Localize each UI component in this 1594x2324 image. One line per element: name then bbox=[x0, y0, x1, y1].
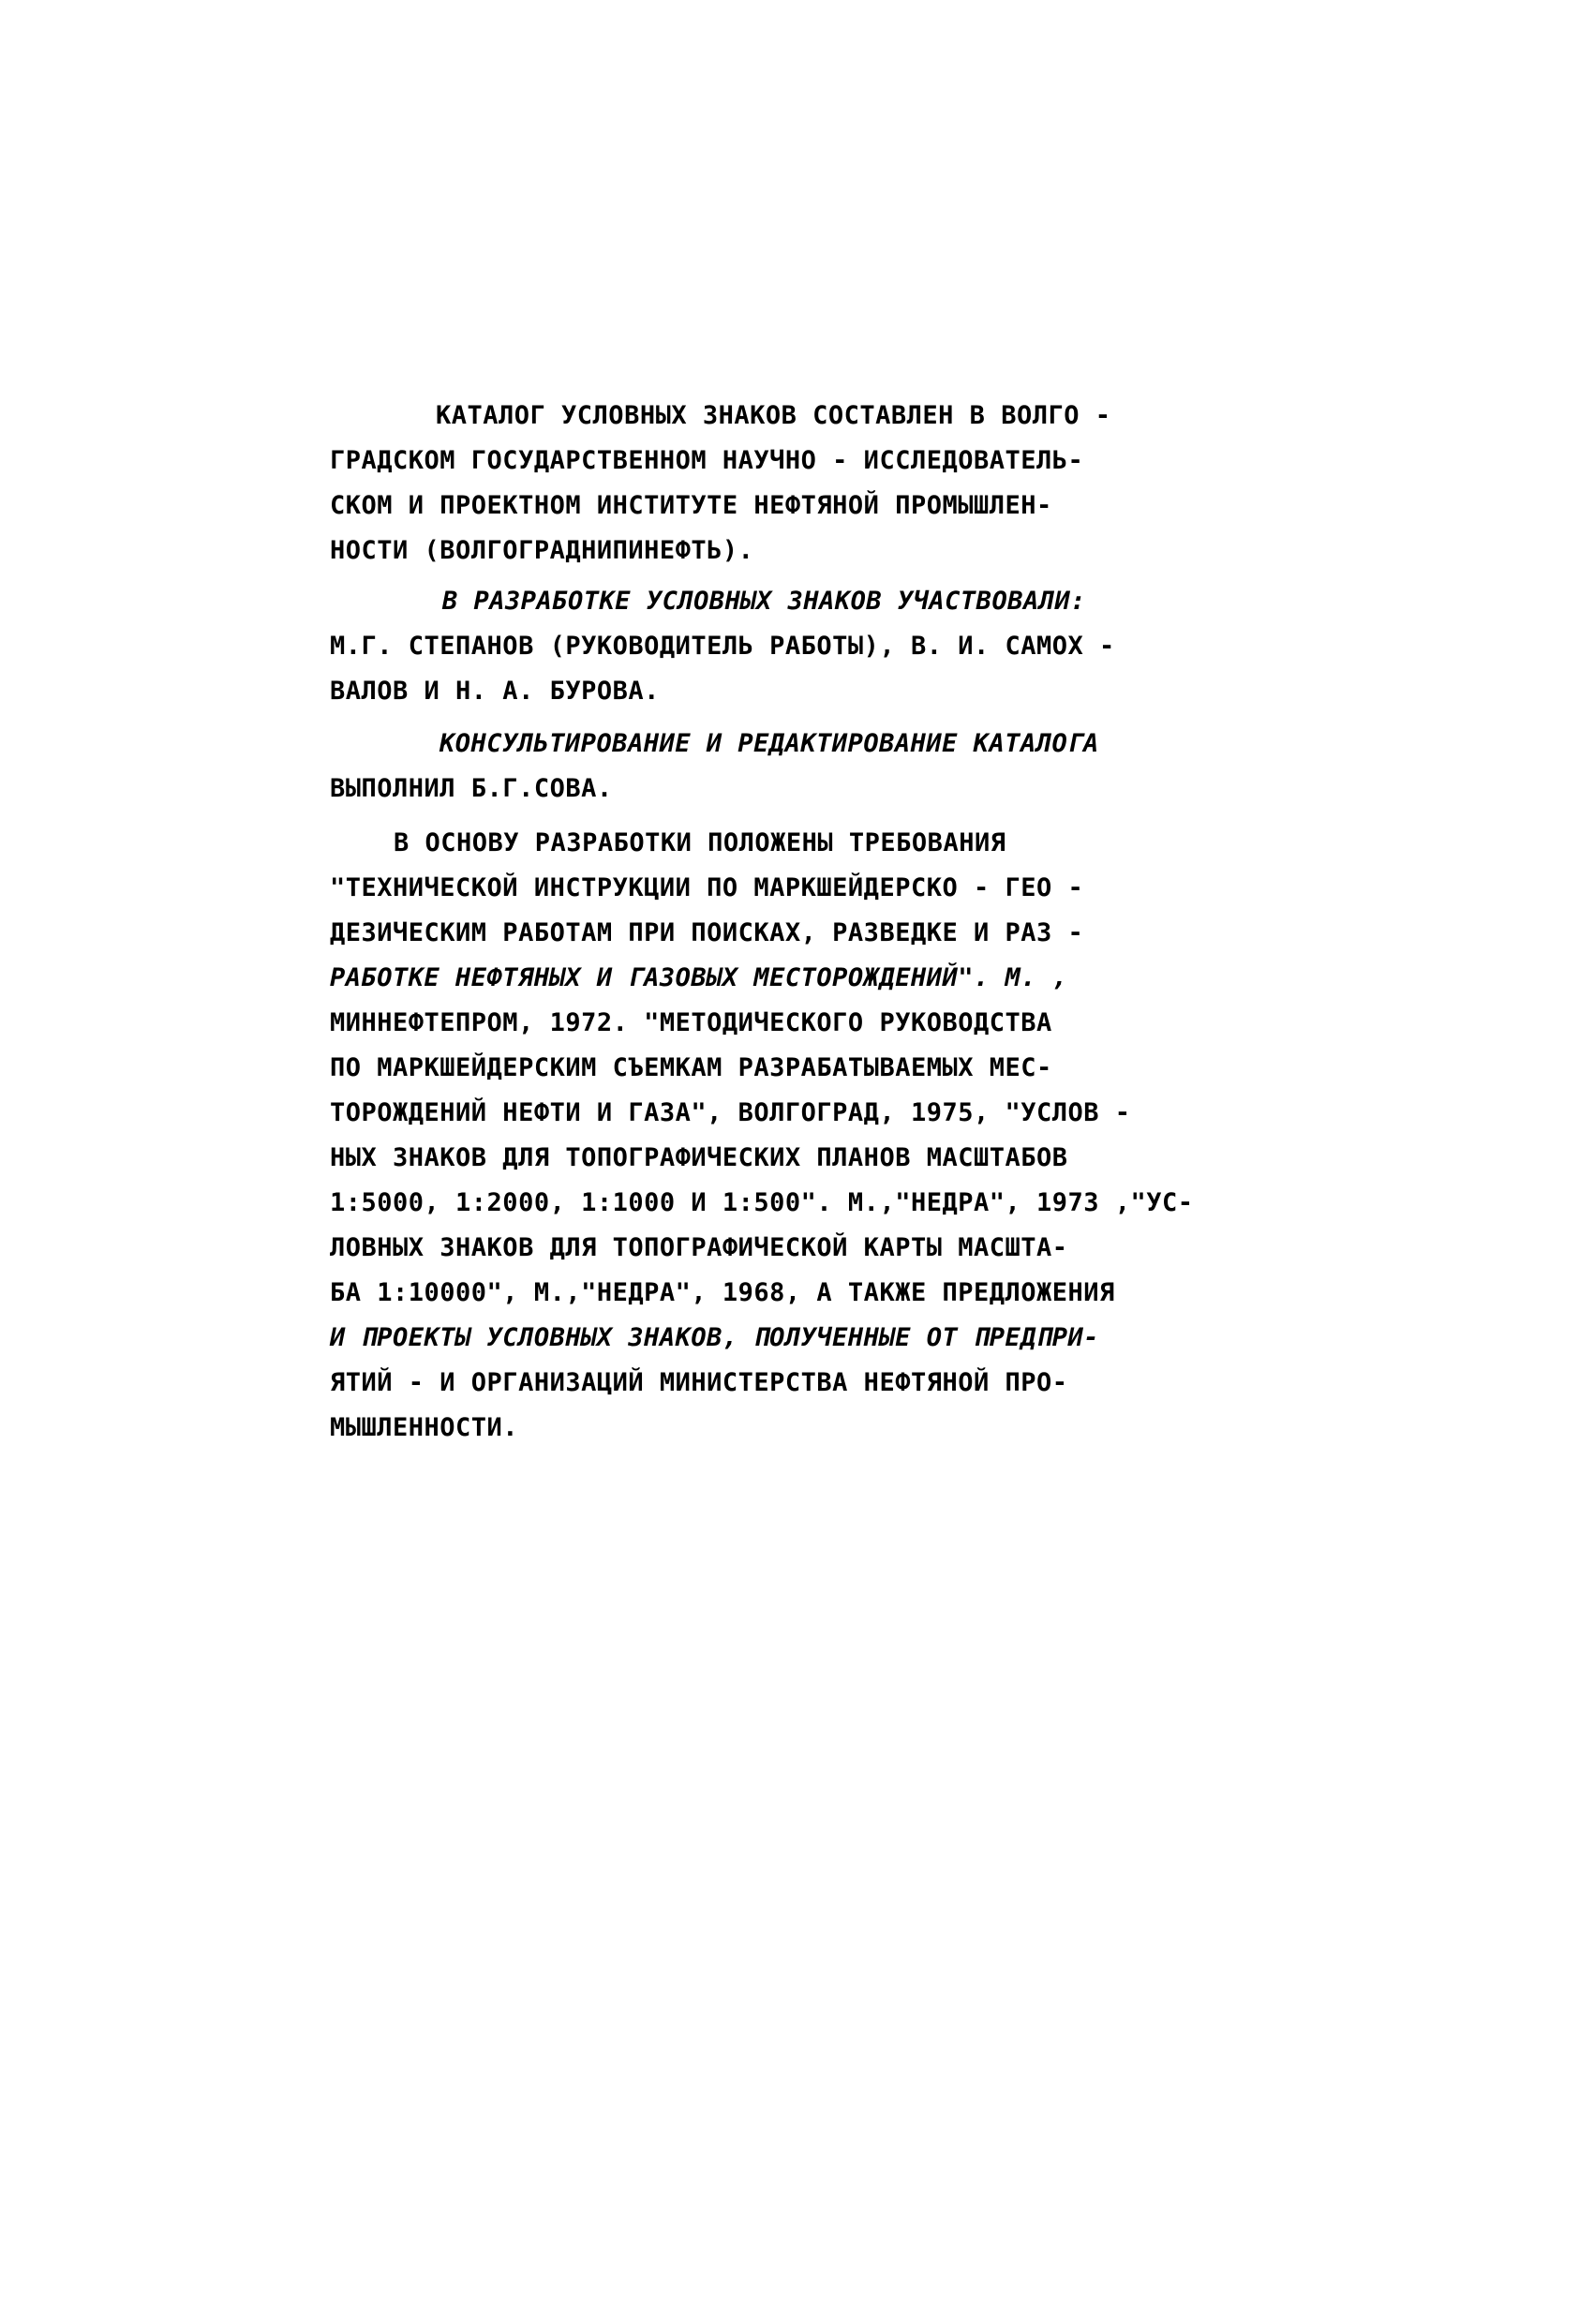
text-line: РАБОТКЕ НЕФТЯНЫХ И ГАЗОВЫХ МЕСТОРОЖДЕНИЙ". М. , bbox=[330, 963, 1068, 992]
text-line: СКОМ И ПРОЕКТНОМ ИНСТИТУТЕ НЕФТЯНОЙ ПРОМЫШЛЕН- bbox=[330, 491, 1052, 520]
paragraph-catalog-origin bbox=[330, 394, 1304, 574]
text-line: ДЕЗИЧЕСКИМ РАБОТАМ ПРИ ПОИСКАХ, РАЗВЕДКЕ И РАЗ - bbox=[330, 918, 1084, 947]
body-text bbox=[330, 394, 1304, 1451]
text-line: МИННЕФТЕПРОМ, 1972. "МЕТОДИЧЕСКОГО РУКОВОДСТВА bbox=[330, 1008, 1052, 1037]
text-line: НОСТИ (ВОЛГОГРАДНИПИНЕФТЬ). bbox=[330, 536, 754, 565]
text-line: ТОРОЖДЕНИЙ НЕФТИ И ГАЗА", ВОЛГОГРАД, 1975, "УСЛОВ - bbox=[330, 1098, 1131, 1127]
text-line: МЫШЛЕННОСТИ. bbox=[330, 1413, 519, 1442]
text-line: ВЫПОЛНИЛ Б.Г.СОВА. bbox=[330, 774, 613, 803]
text-line: КАТАЛОГ УСЛОВНЫХ ЗНАКОВ СОСТАВЛЕН В ВОЛГО - bbox=[436, 401, 1111, 430]
text-line: КОНСУЛЬТИРОВАНИЕ И РЕДАКТИРОВАНИЕ КАТАЛОГА bbox=[439, 729, 1099, 758]
text-line: В РАЗРАБОТКЕ УСЛОВНЫХ ЗНАКОВ УЧАСТВОВАЛИ: bbox=[442, 587, 1086, 616]
text-line: ЯТИЙ - И ОРГАНИЗАЦИЙ МИНИСТЕРСТВА НЕФТЯНОЙ ПРО- bbox=[330, 1368, 1068, 1397]
text-line: ПО МАРКШЕЙДЕРСКИМ СЪЕМКАМ РАЗРАБАТЫВАЕМЫХ МЕС- bbox=[330, 1053, 1052, 1082]
text-line: М.Г. СТЕПАНОВ (РУКОВОДИТЕЛЬ РАБОТЫ), В. И. САМОХ - bbox=[330, 632, 1115, 661]
text-line: 1:5000, 1:2000, 1:1000 И 1:500". М.,"НЕДРА", 1973 ,"УС- bbox=[330, 1188, 1194, 1217]
paragraph-sources bbox=[330, 821, 1304, 1451]
paragraph-spacer bbox=[330, 812, 1304, 821]
text-line: ЛОВНЫХ ЗНАКОВ ДЛЯ ТОПОГРАФИЧЕСКОЙ КАРТЫ МАСШТА- bbox=[330, 1233, 1068, 1262]
paragraph-editing bbox=[330, 722, 1304, 812]
paragraph-spacer bbox=[330, 714, 1304, 722]
text-line: ВАЛОВ И Н. А. БУРОВА. bbox=[330, 677, 660, 706]
text-line: БА 1:10000", М.,"НЕДРА", 1968, А ТАКЖЕ ПРЕДЛОЖЕНИЯ bbox=[330, 1278, 1115, 1307]
text-line: "ТЕХНИЧЕСКОЙ ИНСТРУКЦИИ ПО МАРКШЕЙДЕРСКО - ГЕО - bbox=[330, 873, 1084, 902]
paragraph-developers bbox=[330, 579, 1304, 714]
text-line: НЫХ ЗНАКОВ ДЛЯ ТОПОГРАФИЧЕСКИХ ПЛАНОВ МАСШТАБОВ bbox=[330, 1143, 1068, 1172]
text-line: ГРАДСКОМ ГОСУДАРСТВЕННОМ НАУЧНО - ИССЛЕДОВАТЕЛЬ- bbox=[330, 446, 1084, 475]
text-line: В ОСНОВУ РАЗРАБОТКИ ПОЛОЖЕНЫ ТРЕБОВАНИЯ bbox=[394, 828, 1006, 857]
text-line: И ПРОЕКТЫ УСЛОВНЫХ ЗНАКОВ, ПОЛУЧЕННЫЕ ОТ ПРЕДПРИ- bbox=[330, 1323, 1100, 1352]
